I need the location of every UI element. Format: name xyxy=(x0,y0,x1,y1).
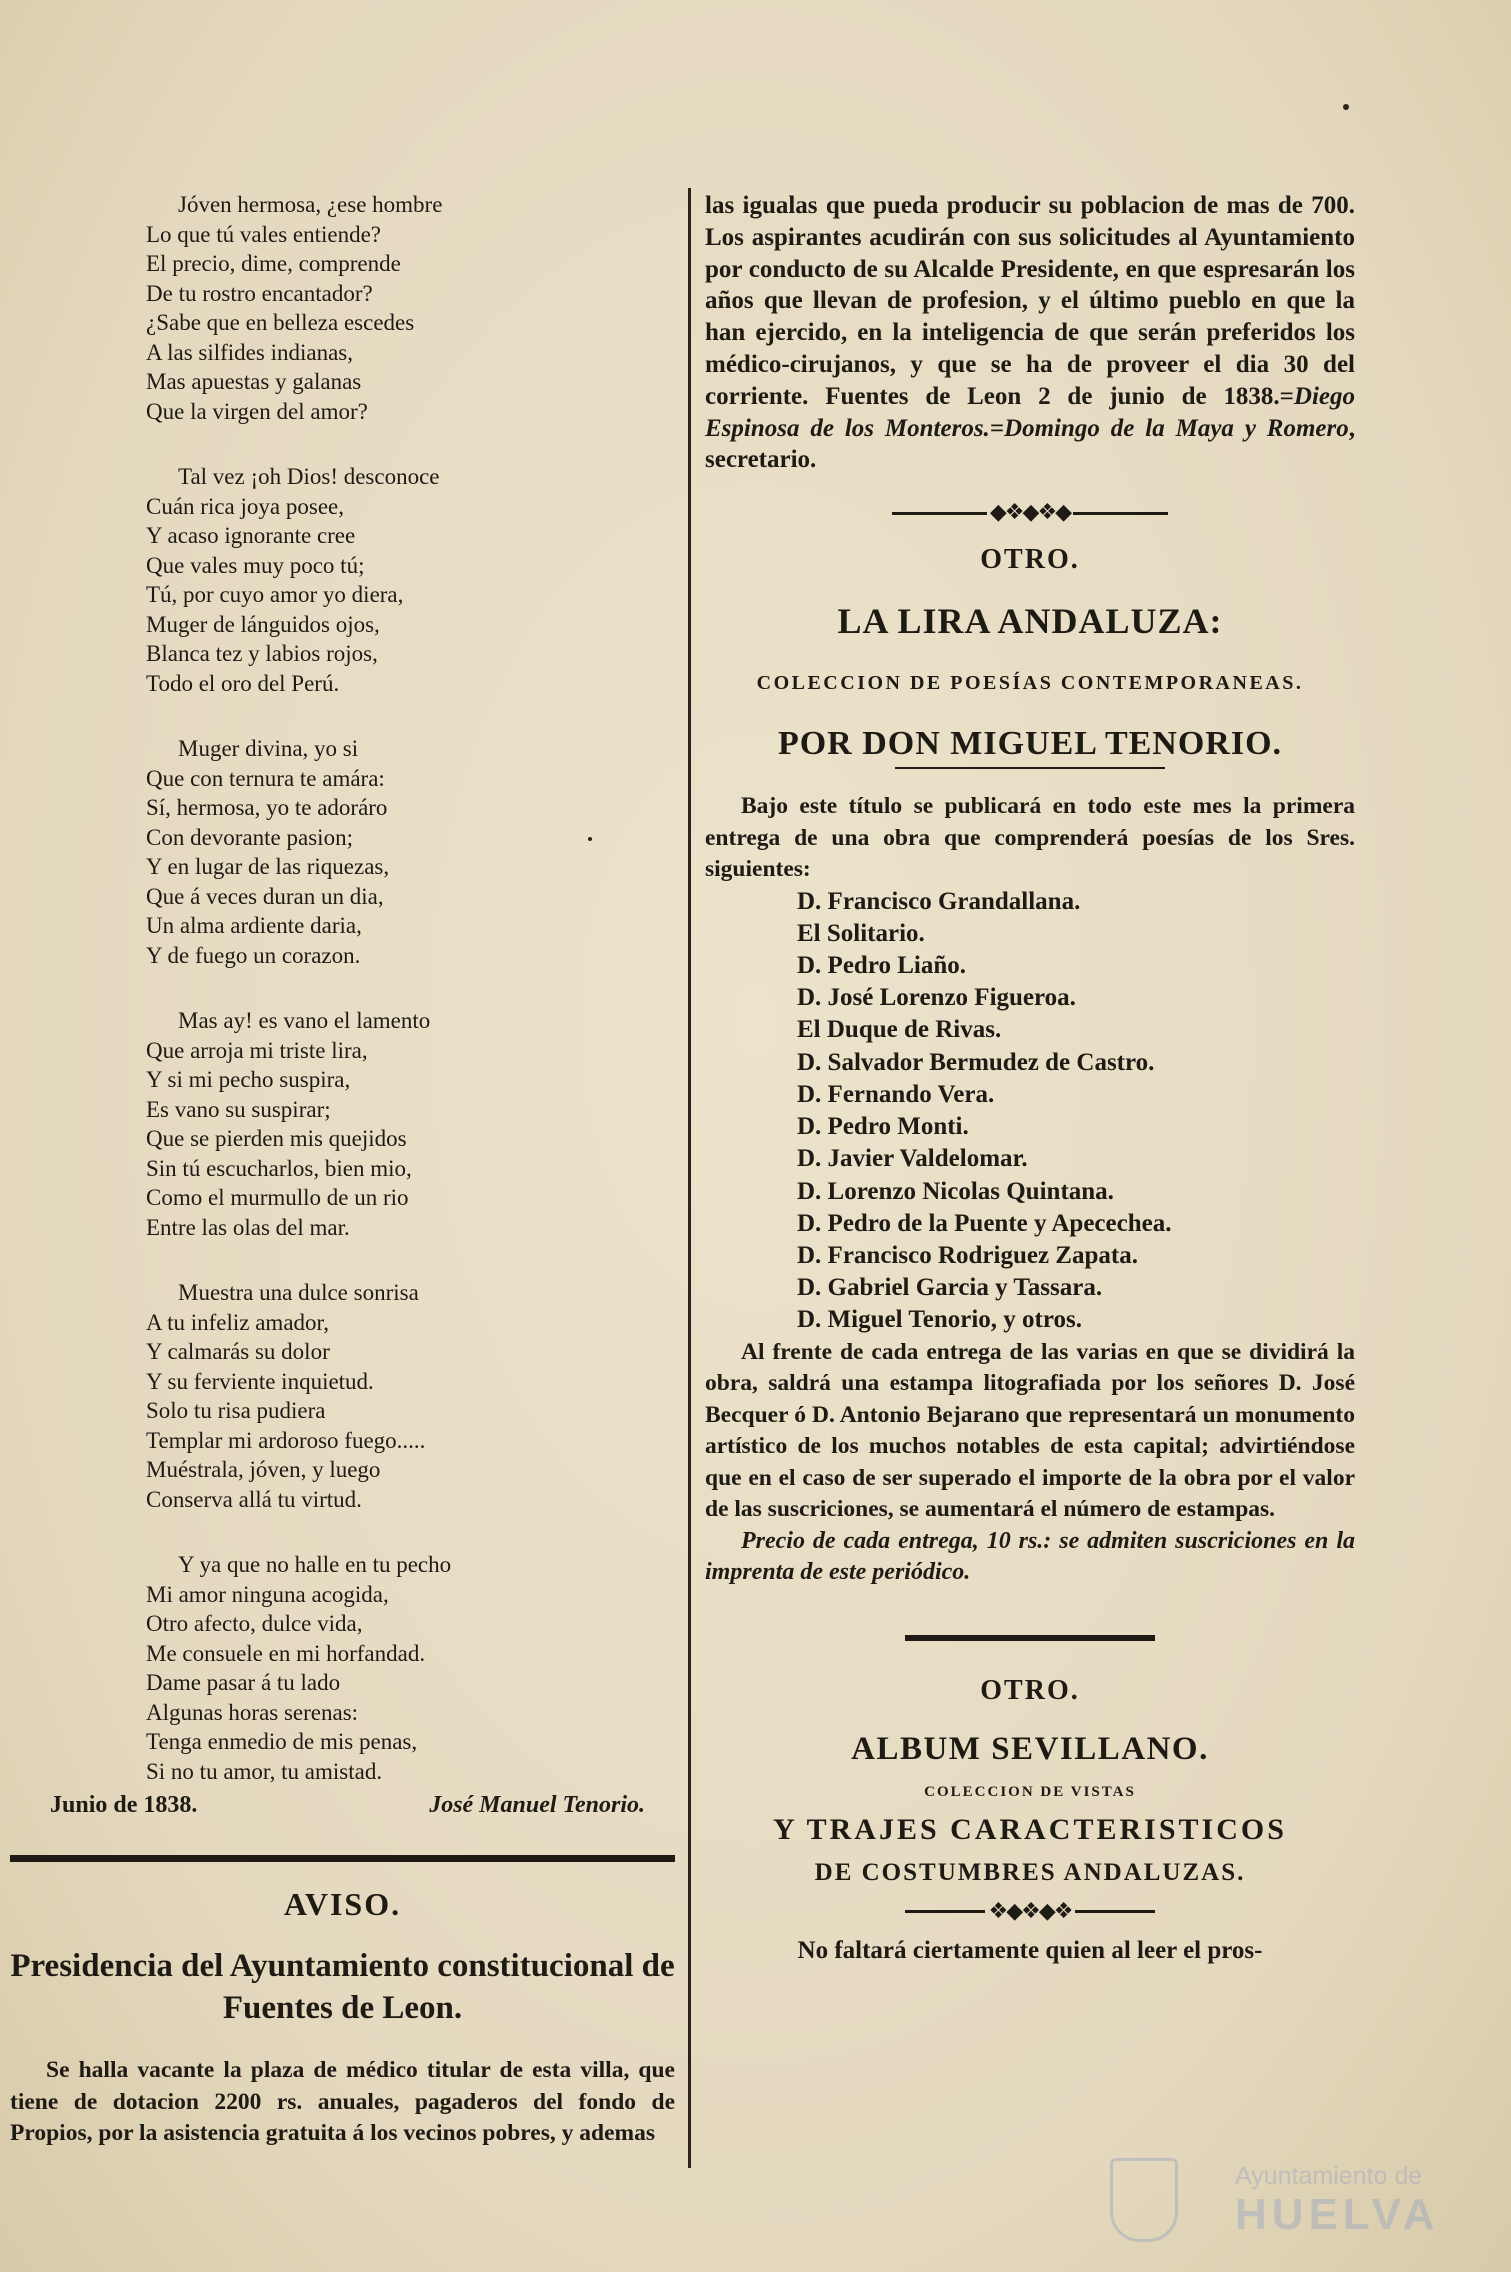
poem-signature xyxy=(10,1792,675,1819)
poem-verse: Que á veces duran un dia, xyxy=(146,883,384,909)
lira-author: D. Francisco Grandallana. xyxy=(797,887,1081,915)
watermark-small: Ayuntamiento de xyxy=(1235,2162,1423,2190)
poem-verse: Cuán rica joya posee, xyxy=(146,493,344,519)
lira-author: D. Gabriel Garcia y Tassara. xyxy=(797,1274,1103,1302)
poem-verse: A las silfides indianas, xyxy=(146,339,353,365)
poem-verse: Conserva allá tu virtud. xyxy=(146,1486,362,1512)
poem-verse: Tenga enmedio de mis penas, xyxy=(146,1729,418,1754)
lira-title: LA LIRA ANDALUZA: xyxy=(837,601,1223,642)
ornament-glyph: ❖◆❖◆❖ xyxy=(988,1898,1072,1924)
poem-verse: Tú, por cuyo amor yo diera, xyxy=(146,582,404,607)
continuation-tail: , secretario. xyxy=(705,414,1355,474)
poem-verse: Como el murmullo de un rio xyxy=(146,1185,409,1210)
aviso-body: Se halla vacante la plaza de médico titular de esta villa, que tiene de dotacion 2200 rs. anuales, pagaderos del fondo de Propios, por la asistencia gratuita á los vecinos pobres, y ademas xyxy=(10,2057,675,2146)
poem-verse: Me consuele en mi horfandad. xyxy=(146,1640,426,1666)
aviso-subtitle: Presidencia del Ayuntamiento constitucional de Fuentes de Leon. xyxy=(10,1948,675,2026)
poem-verse: Muestra una dulce sonrisa xyxy=(178,1280,419,1305)
lira-author: El Solitario. xyxy=(797,919,925,947)
lira-body: Al frente de cada entrega de las varias en que se dividirá la obra, saldrá una estampa litografiada por los señores D. José Becquer ó D. Antonio Bejarano que representará un monumento artístico de los muchos notables de esta capital; advirtiéndose que en el caso de ser superado el importe de la obra por el valor de las suscriciones, se aumentará el número de estampas. xyxy=(705,1338,1355,1523)
lira-author: D. Pedro Liaño. xyxy=(797,952,966,980)
ink-dot xyxy=(1343,104,1349,110)
continuation-signature: Diego Espinosa de los Monteros.=Domingo de la Maya y Romero xyxy=(705,382,1355,442)
lira-author: D. Salvador Bermudez de Castro. xyxy=(797,1048,1155,1076)
lira-author: D. Javier Valdelomar. xyxy=(797,1145,1028,1173)
poem-verse: Muger de lánguidos ojos, xyxy=(146,611,380,637)
right-column xyxy=(705,190,1355,1965)
watermark xyxy=(1110,2150,1440,2250)
album-line2: Y TRAJES CARACTERISTICOS xyxy=(773,1812,1287,1846)
continuation-text: las igualas que pueda producir su poblacion de mas de 700. Los aspirantes acudirán con sus solicitudes al Ayuntamiento por conducto de su Alcalde Presidente, en que espresarán los años que llevan de profesion, y el último pueblo en que la han ejercido, en la inteligencia de que serán preferidos los médico-cirujanos, y que se ha de proveer el dia 30 del corriente. Fuentes de Leon 2 de junio de 1838.= xyxy=(705,192,1355,410)
lira-author: D. Lorenzo Nicolas Quintana. xyxy=(797,1177,1114,1205)
poem-verse: Que la virgen del amor? xyxy=(146,398,368,424)
lira-author: D. Francisco Rodriguez Zapata. xyxy=(797,1241,1138,1269)
poem-verse: Es vano su suspirar; xyxy=(146,1096,331,1122)
shield-icon xyxy=(1110,2158,1178,2242)
column-rule xyxy=(688,188,691,2168)
lira-by: POR DON MIGUEL TENORIO. xyxy=(777,725,1283,763)
poem-verse: A tu infeliz amador, xyxy=(146,1309,330,1335)
lira-price: Precio de cada entrega, 10 rs.: se admiten suscriciones en la imprenta de este periódico. xyxy=(705,1527,1355,1586)
album-body: No faltará ciertamente quien al leer el pros- xyxy=(797,1936,1263,1964)
ornament-glyph: ◆❖◆❖◆ xyxy=(989,500,1071,526)
poem-verse: Muger divina, yo si xyxy=(178,736,359,761)
aviso-continuation xyxy=(705,190,1355,476)
poem-author: José Manuel Tenorio. xyxy=(429,1792,645,1818)
poem-verse: Y calmarás su dolor xyxy=(146,1339,330,1364)
poem-verse: Solo tu risa pudiera xyxy=(146,1398,326,1423)
lira-otro: OTRO. xyxy=(980,544,1080,576)
poem-verse: Que con ternura te amára: xyxy=(146,765,385,791)
lira-author: El Duque de Rivas. xyxy=(797,1016,1002,1044)
poem-verse: Algunas horas serenas: xyxy=(146,1699,359,1725)
lira-author: D. Fernando Vera. xyxy=(797,1080,995,1108)
poem-verse: Dame pasar á tu lado xyxy=(146,1670,341,1695)
poem-verse: Jóven hermosa, ¿ese hombre xyxy=(178,192,443,217)
poem-stanza xyxy=(10,462,675,698)
watermark-big: HUELVA xyxy=(1235,2190,1440,2239)
poem-verse: Sin tú escucharlos, bien mio, xyxy=(146,1155,412,1181)
poem-verse: Y ya que no halle en tu pecho xyxy=(178,1552,452,1577)
poem-date: Junio de 1838. xyxy=(50,1792,198,1818)
poem-stanza xyxy=(10,1278,675,1514)
poem-verse: De tu rostro encantador? xyxy=(146,280,373,306)
ornament-divider xyxy=(705,1898,1355,1924)
poem-verse: Mas apuestas y galanas xyxy=(146,369,362,394)
poem-stanza xyxy=(10,190,675,426)
album-line3: DE COSTUMBRES ANDALUZAS. xyxy=(814,1858,1246,1886)
poem-verse: El precio, dime, comprende xyxy=(146,251,401,276)
lira-author: D. Pedro de la Puente y Apecechea. xyxy=(797,1209,1172,1237)
poem-verse: Y acaso ignorante cree xyxy=(146,523,356,548)
poem-verse: Sí, hermosa, yo te adoráro xyxy=(146,795,388,820)
album-otro: OTRO. xyxy=(980,1674,1080,1706)
aviso-title: AVISO. xyxy=(283,1886,402,1922)
poem-verse: Que arroja mi triste lira, xyxy=(146,1037,368,1063)
poem-verse: Que se pierden mis quejidos xyxy=(146,1126,407,1151)
lira-intro: Bajo este título se publicará en todo este mes la primera entrega de una obra que comprenderá poesías de los Sres. siguientes: xyxy=(705,793,1355,883)
poem-verse: Mi amor ninguna acogida, xyxy=(146,1581,389,1607)
poem-verse: Todo el oro del Perú. xyxy=(146,670,340,696)
poem-stanza xyxy=(10,1550,675,1786)
album-line1: COLECCION DE VISTAS xyxy=(924,1783,1136,1800)
section-divider xyxy=(10,1855,675,1862)
poem-verse: Que vales muy poco tú; xyxy=(146,552,365,578)
poem-verse: Y de fuego un corazon. xyxy=(146,942,361,968)
ornament-divider xyxy=(705,502,1355,524)
lira-author-list xyxy=(705,886,1355,1337)
lira-author: D. Pedro Monti. xyxy=(797,1113,969,1141)
poem-verse: ¿Sabe que en belleza escedes xyxy=(146,310,415,335)
poem-verse: Mas ay! es vano el lamento xyxy=(178,1008,431,1033)
poem-verse: Muéstrala, jóven, y luego xyxy=(146,1457,381,1482)
poem-verse: Y en lugar de las riquezas, xyxy=(146,854,390,879)
poem-stanza xyxy=(10,734,675,970)
poem-verse: Templar mi ardoroso fuego..... xyxy=(146,1427,426,1453)
poem-verse: Un alma ardiente daria, xyxy=(146,913,362,938)
lira-author: D. Miguel Tenorio, y otros. xyxy=(797,1306,1082,1334)
poem-verse: Y su ferviente inquietud. xyxy=(146,1368,374,1394)
poem-verse: Lo que tú vales entiende? xyxy=(146,221,382,247)
section-divider xyxy=(905,1635,1155,1641)
poem-verse: Si no tu amor, tu amistad. xyxy=(146,1758,383,1784)
short-rule xyxy=(895,767,1165,769)
poem-stanza xyxy=(10,1006,675,1242)
poem-verse: Blanca tez y labios rojos, xyxy=(146,641,378,666)
poem-verse: Con devorante pasion; xyxy=(146,824,353,850)
left-column xyxy=(10,190,675,2150)
album-title: ALBUM SEVILLANO. xyxy=(851,1730,1209,1767)
poem-verse: Entre las olas del mar. xyxy=(146,1214,350,1240)
lira-author: D. José Lorenzo Figueroa. xyxy=(797,984,1076,1012)
poem-verse: Y si mi pecho suspira, xyxy=(146,1067,351,1092)
poem-verse: Tal vez ¡oh Dios! desconoce xyxy=(178,464,440,489)
poem-verse: Otro afecto, dulce vida, xyxy=(146,1611,363,1636)
poem xyxy=(10,190,675,1786)
lira-subtitle: COLECCION DE POESÍAS CONTEMPORANEAS. xyxy=(756,672,1304,695)
